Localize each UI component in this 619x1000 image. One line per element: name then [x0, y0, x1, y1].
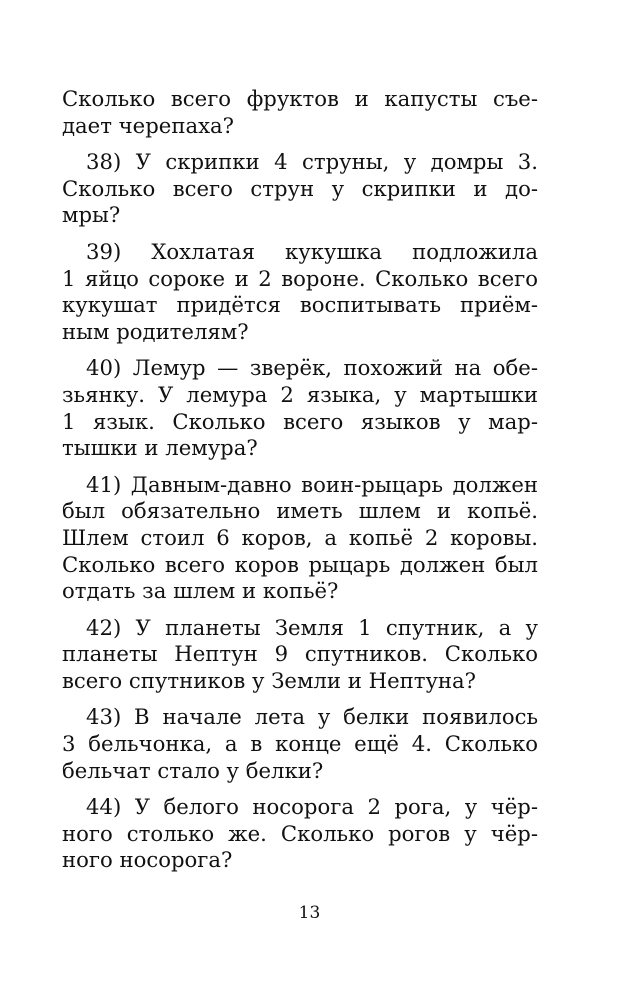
text-line: всего спутников у Земли и Нептуна?	[62, 667, 477, 693]
text-line: 1 язык. Сколько всего языков у мар-	[62, 408, 538, 434]
text-line: 39) Хохлатая кукушка подложила	[86, 238, 538, 264]
text-line: 42) У планеты Земля 1 спутник, а у	[86, 614, 538, 640]
page-number: 13	[298, 903, 321, 923]
problem-39	[62, 239, 538, 345]
page-body	[62, 86, 538, 884]
text-line: тышки и лемура?	[62, 435, 258, 461]
text-line: 44) У белого носорога 2 рога, у чёр-	[86, 794, 538, 820]
text-line: 38) У скрипки 4 струны, у домры 3.	[86, 149, 538, 175]
text-line: бельчат стало у белки?	[62, 757, 324, 783]
text-line: 43) В начале лета у белки появилось	[86, 704, 538, 730]
problem-43	[62, 704, 538, 784]
text-line: Сколько всего струн у скрипки и до-	[62, 175, 538, 201]
text-line: отдать за шлем и копьё?	[62, 578, 339, 604]
text-line: дает черепаха?	[62, 112, 235, 138]
text-line: кукушат придётся воспитывать приём-	[62, 292, 538, 318]
problem-38	[62, 149, 538, 229]
problem-41	[62, 472, 538, 605]
text-line: Шлем стоил 6 коров, а копьё 2 коровы.	[62, 524, 538, 550]
text-line: ного носорога?	[62, 847, 233, 873]
text-line: был обязательно иметь шлем и копьё.	[62, 498, 538, 524]
text-line: 40) Лемур — зверёк, похожий на обе-	[86, 355, 538, 381]
text-line: 41) Давным-давно воин-рыцарь должен	[86, 471, 538, 497]
text-line: ным родителям?	[62, 318, 249, 344]
paragraph-continuation	[62, 86, 538, 139]
text-line: 3 бельчонка, а в конце ещё 4. Сколько	[62, 731, 538, 757]
text-line: мры?	[62, 202, 121, 228]
problem-44	[62, 794, 538, 874]
problem-40	[62, 355, 538, 461]
text-line: зьянку. У лемура 2 языка, у мартышки	[62, 381, 538, 407]
text-line: ного столько же. Сколько рогов у чёр-	[62, 820, 538, 846]
text-line: Сколько всего фруктов и капусты съе-	[62, 86, 538, 111]
text-line: 1 яйцо сороке и 2 вороне. Сколько всего	[62, 265, 538, 291]
text-line: планеты Нептун 9 спутников. Сколько	[62, 641, 538, 667]
problem-42	[62, 615, 538, 695]
text-line: Сколько всего коров рыцарь должен был	[62, 551, 538, 577]
